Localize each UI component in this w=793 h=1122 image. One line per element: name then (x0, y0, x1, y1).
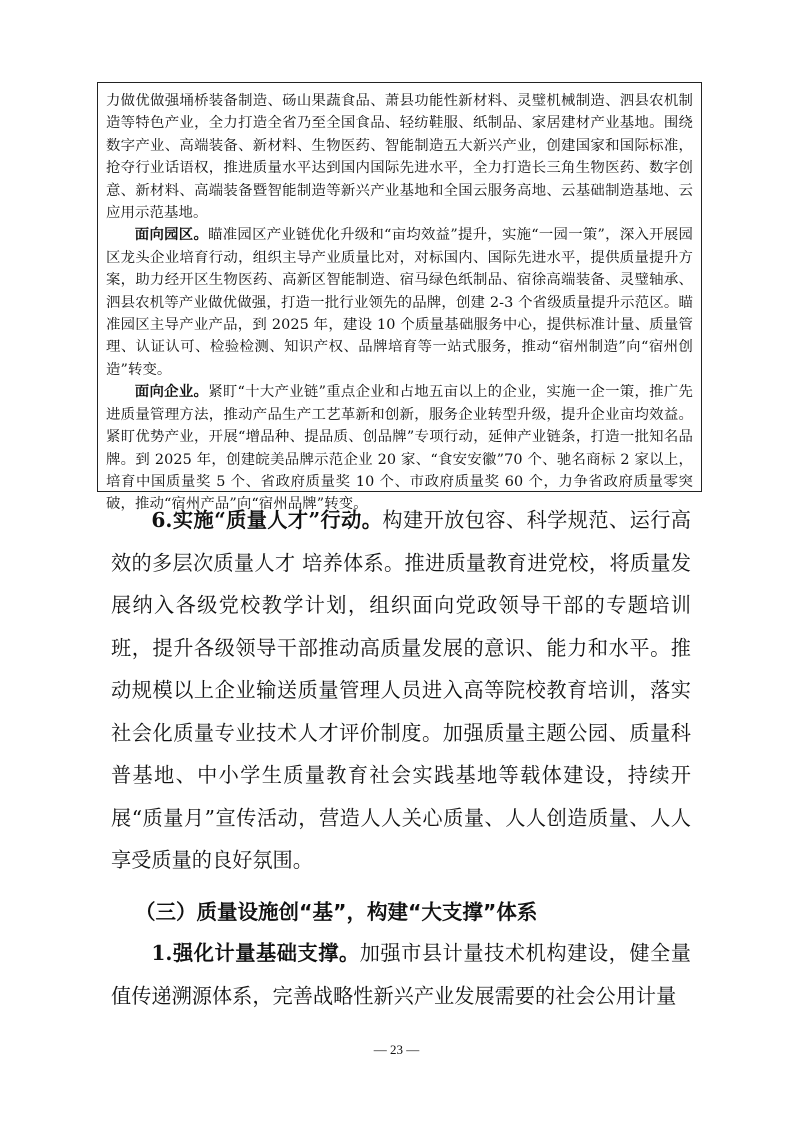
section-1-heading: 1.强化计量基础支撑。 (151, 941, 360, 965)
box-paragraph-parks (106, 224, 693, 381)
policy-text-box (97, 82, 702, 513)
section-6-text: 构建开放包容、科学规范、运行高效的多层次质量人才 培养体系。推进质量教育进党校，将质量发展纳入各级党校教学计划，组织面向党政领导干部的专题培训班，提升各级领导干部推动高质量发展的意识、能力和水平。推动规模以上企业输送质量管理人员进入高等院校教育培训，落实社会化质量专业技术人才评价制度。加强质量主题公园、质量科普基地、中小学生质量教育社会实践基地等载体建设，持续开展“质量月”宣传活动，营造人人关心质量、人人创造质量、人人享受质量的良好氛围。 (111, 508, 691, 872)
box-paragraph-enterprises-text: 紧盯“十大产业链”重点企业和占地五亩以上的企业，实施一企一策，推广先进质量管理方法，推动产品生产工艺革新和创新，服务企业转型升级，提升企业亩均效益。紧盯优势产业，开展“增品种、提品质、创品牌”专项行动，延伸产业链条，打造一批知名品牌。到 2025 年，创建皖美品牌示范企业 20 家、“食安安徽”70 个、驰名商标 2 家以上，培育中国质量奖 5 个、省政府质量奖 10 个、市政府质量奖 60 个，力争省政府质量零突破，推动“宿州产品”向“宿州品牌”转变。 (106, 384, 693, 513)
section-6-paragraph (111, 499, 691, 882)
section-6-block (111, 499, 691, 882)
box-paragraph-parks-heading: 面向园区。 (134, 226, 209, 244)
box-paragraph-enterprises-heading: 面向企业。 (134, 383, 209, 401)
section-1-block (111, 932, 691, 1017)
section-heading-3: （三）质量设施创“基”，构建“大支撑”体系 (135, 900, 538, 924)
section-1-text: 加强市县计量技术机构建设，健全量值传递溯源体系，完善战略性新兴产业发展需要的社会公用计量 (111, 941, 691, 1008)
section-6-heading: 6.实施“质量人才”行动。 (151, 508, 383, 532)
box-paragraph-industry: 力做优做强埇桥装备制造、砀山果蔬食品、萧县功能性新材料、灵璧机械制造、泗县农机制造等特色产业，全力打造全省乃至全国食品、轻纺鞋服、纸制品、家居建材产业基地。围绕数字产业、高端装备、新材料、生物医药、智能制造五大新兴产业，创建国家和国际标准，抢夺行业话语权，推进质量水平达到国内国际先进水平，全力打造长三角生物医药、数字创意、新材料、高端装备暨智能制造等新兴产业基地和全国云服务高地、云基础制造基地、云应用示范基地。 (106, 93, 693, 222)
box-paragraph-parks-text: 瞄准园区产业链优化升级和“亩均效益”提升，实施“一园一策”，深入开展园区龙头企业培育行动，组织主导产业质量比对，对标国内、国际先进水平，提供质量提升方案，助力经开区生物医药、高新区智能制造、宿马绿色纸制品、宿徐高端装备、灵璧轴承、泗县农机等产业做优做强，打造一批行业领先的品牌，创建 2-3 个省级质量提升示范区。瞄准园区主导产业产品，到 2025 年，建设 10 个质量基础服务中心，提供标准计量、质量管理、认证认可、检验检测、知识产权、品牌培育等一站式服务，推动“宿州制造”向“宿州创造”转变。 (106, 227, 693, 378)
page-number: — 23 — (373, 1042, 420, 1057)
box-paragraph-enterprises (106, 381, 693, 515)
section-1-paragraph (111, 932, 691, 1017)
